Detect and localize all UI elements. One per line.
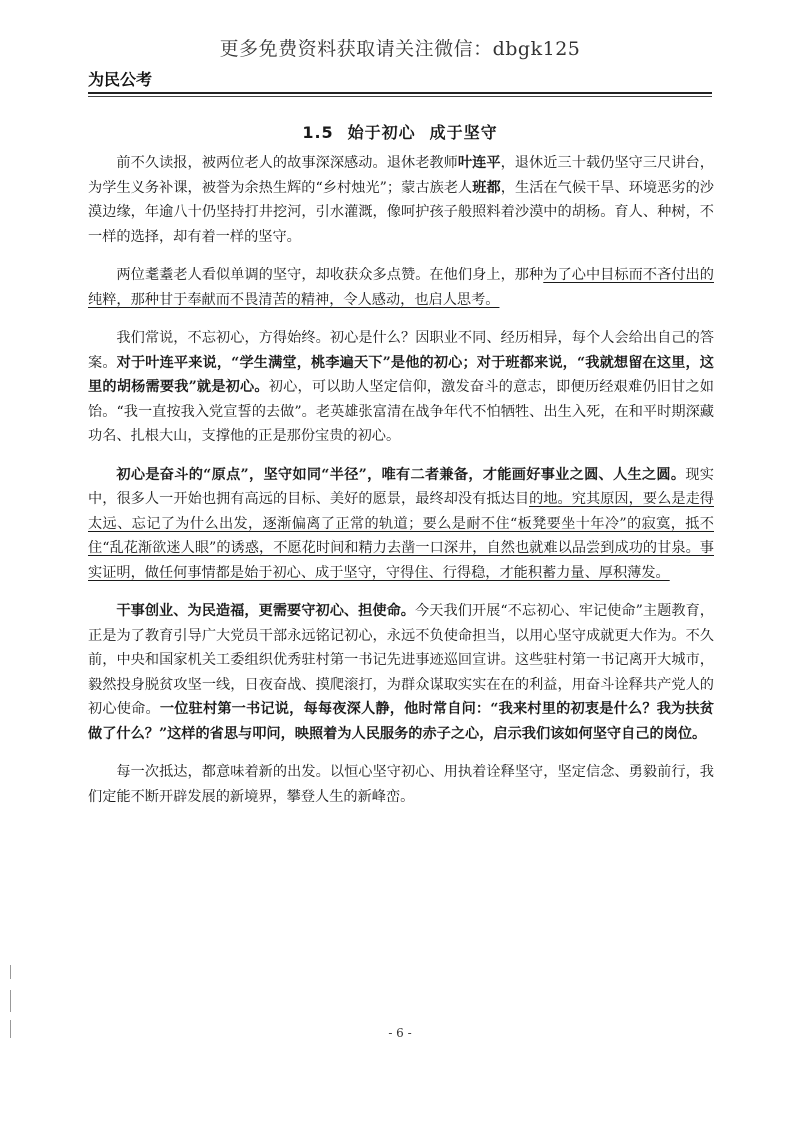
header-rule-thin: [88, 96, 712, 97]
p3-text-2: 初心，可以助人坚定信仰，激发奋斗的意志，即便历经艰难仍旧甘之如饴。“我一直按我入党宣誓的去做”。老英雄张富清在战争年代不怕牺牲、出生入死，在和平时期深藏功名、扎根大山，支撑他的正是那份宝贵的初心。: [88, 379, 714, 444]
section-title: [0, 120, 800, 143]
p1-text-3: ，生活在气候干旱、环境恶劣的沙漠边缘，年逾八十仍坚持打井挖河，引水灌溉，像呵护孩子般照料着沙漠中的胡杨。育人、种树，不一样的选择，却有着一样的坚守。: [88, 179, 714, 245]
p3-text-1: 我们常说，不忘初心，方得始终。初心是什么？因职业不同、经历相异，每个人会给出自己的答案。: [88, 330, 714, 371]
page-number: - 6 -: [388, 1026, 412, 1040]
p5-bold-1: 干事创业、为民造福，更需要守初心、担使命。: [116, 603, 416, 619]
title-part-1: 始于初心: [347, 123, 416, 142]
article-body: [88, 151, 714, 823]
p5-bold-2: 一位驻村第一书记说，每每夜深人静，他时常自问：“我来村里的初衷是什么？我为扶贫做了什么？”这样的省思与叩问，映照着为人民服务的赤子之心，启示我们该如何坚守自己的岗位。: [88, 701, 714, 742]
p1-text-2: ，退休近三十载仍坚守三尺讲台，为学生义务补课，被誉为余热生辉的“乡村烛光”；蒙古族老人: [88, 155, 714, 196]
p4-bold: 初心是奋斗的“原点”，坚守如同“半径”，唯有二者兼备，才能画好事业之圆、人生之圆。: [116, 466, 686, 483]
watermark-text: 更多免费资料获取请关注微信：dbgk125: [219, 38, 581, 60]
p2-underlined: 为了心中目标而不吝付出的纯粹，那种甘于奉献而不畏清苦的精神，令人感动，也启人思考。: [88, 267, 714, 308]
scan-artifact: [10, 1020, 11, 1038]
p3-bold: 对于叶连平来说，“学生满堂，桃李遍天下”是他的初心；对于班都来说，“我就想留在这里，这里的胡杨需要我”就是初心。: [88, 354, 714, 395]
paragraph-3: [88, 326, 714, 449]
p4-underlined: 的地。究其原因，要么是走得太远、忘记了为什么出发，逐渐偏离了正常的轨道；要么是耐不住“板凳要坐十年冷”的寂寞，抵不住“乱花渐欲迷人眼”的诱惑，不愿花时间和精力去凿一口深井，自然也就难以品尝到成功的甘泉。事实证明，做任何事情都是始于初心、成于坚守，守得住、行得稳，才能积蓄力量、厚积薄发。: [88, 491, 714, 581]
p1-bold-name-2: 班都: [472, 179, 501, 196]
p6-text-1: 每一次抵达，都意味着新的出发。以恒心坚守初心、用执着诠释坚守，坚定信念、勇毅前行，我们定能不断开辟发展的新境界，攀登人生的新峰峦。: [88, 764, 714, 805]
title-part-2: 成于坚守: [429, 123, 498, 142]
paragraph-5: [88, 599, 714, 746]
section-number: 1.5: [302, 123, 334, 142]
paragraph-1: [88, 151, 714, 249]
scan-artifact: [10, 965, 11, 979]
p1-text-1: 前不久读报，被两位老人的故事深深感动。退休老教师: [116, 155, 458, 171]
p5-text-1: 今天我们开展“不忘初心、牢记使命”主题教育，正是为了教育引导广大党员干部永远铭记初心，永远不负使命担当，以用心坚守成就更大作为。不久前，中央和国家机关工委组织优秀驻村第一书记先进事迹巡回宣讲。这些驻村第一书记离开大城市，毅然投身脱贫攻坚一线，日夜奋战、摸爬滚打，为群众谋取实实在在的利益，用奋斗诠释共产党人的初心使命。: [88, 603, 714, 717]
scan-artifact: [10, 990, 11, 1012]
header-rule: [88, 92, 712, 94]
p4-text-1: 现实中，很多人一开始也拥有高远的目标、美好的愿景，最终却没有抵达目: [88, 466, 714, 507]
p1-bold-name-1: 叶连平: [457, 155, 501, 171]
p2-text-1: 两位耄耋老人看似单调的坚守，却收获众多点赞。在他们身上，那种: [116, 267, 544, 283]
brand-label: 为民公考: [88, 70, 153, 89]
paragraph-4: [88, 463, 714, 586]
paragraph-2: [88, 263, 714, 312]
paragraph-6: [88, 760, 714, 809]
